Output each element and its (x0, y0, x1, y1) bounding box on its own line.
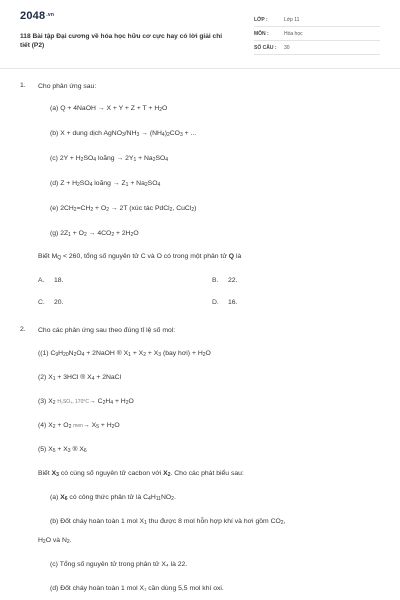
question-2-claim-c: (c) Tổng số nguyên tử trong phân tử X₄ là 22. (50, 561, 188, 568)
question-1-reaction-d: (d) $Z + H_2SO_4$ loãng → $Z_1 + Na_2SO_4$ (50, 180, 161, 188)
question-2-prompt: Cho các phản ứng sau theo đúng tỉ lệ số mol: (38, 327, 176, 334)
question-1-option-a[interactable]: A. 18. (38, 277, 64, 284)
meta-count-value: 30 (284, 45, 290, 51)
question-2-number: 2. (20, 326, 26, 333)
question-2-statement: Biết $X_3$ có cùng số nguyên tử cacbon với $X_2$. Cho các phát biểu sau: (38, 470, 244, 478)
question-1-reaction-a: (a) Q + 4NaOH → $X + Y + Z + T + H_2O$ (50, 105, 168, 113)
question-2-reaction-4: (4) $X_2 + O_2$ $men\to X_5 + H_2O$ (38, 422, 120, 430)
header-divider (0, 68, 400, 69)
question-2-reaction-3: (3) $X_2$ H₂SO₄, $170^\circ C\to C_2H_4 + H_2O$ (38, 398, 134, 406)
question-1-reaction-e: (e) $2CH_2=CH_2 + O_2 \to 2T$ (xúc tác PdCl$_2$, CuCl$_2$) (50, 205, 197, 213)
meta-class-row (254, 14, 380, 27)
question-1-option-c[interactable]: C. 20. (38, 299, 64, 306)
question-2-claim-b-line-2: $H_2O$ và $N_2$. (38, 537, 72, 545)
question-2-claim-d: (d) Đốt cháy hoàn toàn 1 mol X₁ cần dùng 5,5 mol khí oxi. (50, 585, 224, 592)
document-title: 118 Bài tập Đại cương về hóa học hữu cơ cực hay có lời giải chi tiết (P2) (20, 33, 223, 49)
question-1-number: 1. (20, 82, 26, 89)
question-1-option-b[interactable]: B. 22. (212, 277, 238, 284)
question-2-claim-b-line-1: (b) Đốt cháy hoàn toàn 1 mol $X_1$ thu được 8 mol hỗn hợp khí và hơi gồm $CO_2$, (50, 518, 286, 526)
question-2-reaction-5: (5) $X_5 + X_3$ ® $X_6$ (38, 446, 87, 454)
document-header (0, 0, 400, 68)
meta-subject-row (254, 28, 380, 41)
meta-count-label: SỐ CÂU : (254, 45, 277, 51)
question-2-reaction-2: (2) $X_1 + 3HCl$ ® $X_4$ + 2NaCl (38, 374, 122, 382)
question-1-option-d[interactable]: D. 16. (212, 299, 238, 306)
meta-subject-label: MÔN : (254, 31, 269, 37)
question-1-reaction-g: (g) $2Z_1 + O_2 \to 4CO_2 + 2H_2O$ (50, 230, 139, 238)
meta-class-value: Lớp 11 (284, 17, 300, 23)
site-logo[interactable]: $2048^{.vn}$ (20, 10, 55, 22)
question-1-reaction-c: (c) $2Y + H_2SO_4$ loãng → $2Y_1 + Na_2SO_4$ (50, 155, 169, 163)
question-1-statement: Biết $M_Q < 260$, tổng số nguyên tử C và O có trong một phân tử Q là (38, 253, 242, 261)
question-2-reaction-1: ((1) $C_9H_{20}N_2O_4$ + 2NaOH ® $X_1 + X_2 + X_3$ (bay hơi) + $H_2O$ (38, 350, 211, 358)
meta-count-row (254, 42, 380, 55)
meta-class-label: LỚP : (254, 17, 268, 23)
question-2-claim-a: (a) $X_6$ có công thức phân tử là $C_4H_{11}NO_2$. (50, 494, 176, 502)
meta-subject-value: Hóa học (284, 31, 303, 37)
question-1-prompt: Cho phản ứng sau: (38, 83, 97, 90)
question-1-reaction-b: (b) X + dung dịch $AgNO_3/NH_3 \to (NH_4)_2CO_3$ + ... (50, 130, 197, 138)
